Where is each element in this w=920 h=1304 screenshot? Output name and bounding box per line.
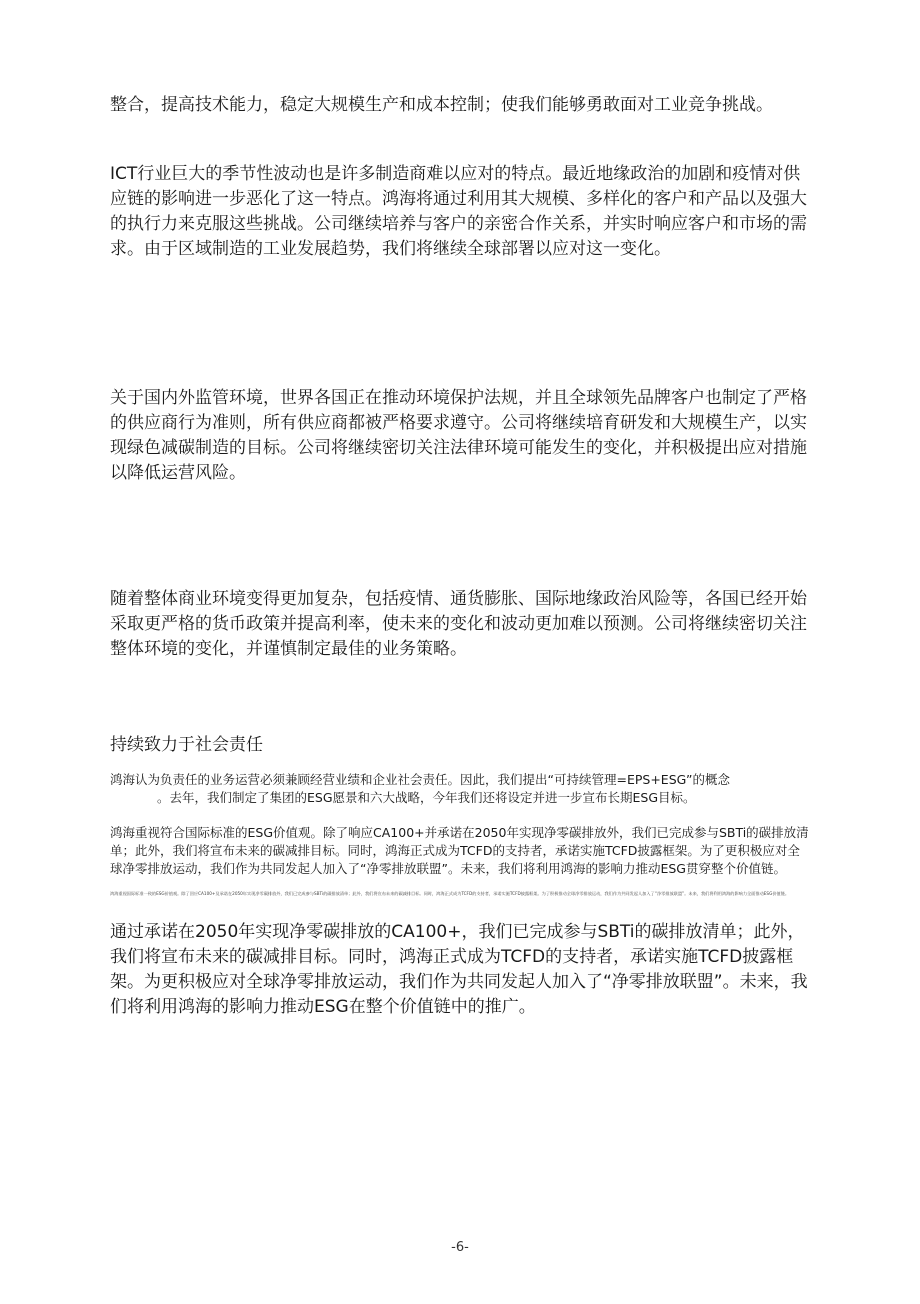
page-number: -6- (451, 1240, 469, 1255)
tiny-text-line: 鸿海重视国际标准一致的ESG价值观。除了回应CA100+及承诺在2050年实现净零碳排放外，我们已完成参与SBTi的碳排放清单；此外，我们将宣布未来的碳减排目标。同时，鸿海正式成为TCFD的支持者，承诺实施TCFD披露框架。为了积极推动全球净零排放运动，我们作为共同发起人加入了“净零排放联盟”。未来，我们将利用鸿海的影响力全面推动ESG价值链。 (110, 891, 790, 896)
paragraph-1: 整合，提高技术能力，稳定大规模生产和成本控制；使我们能够勇敢面对工业竞争挑战。 (110, 95, 773, 115)
small-paragraph-1-line-1: 鸿海认为负责任的业务运营必须兼顾经营业绩和企业社会责任。因此，我们提出“可持续管理=EPS+ESG”的概念 (110, 772, 731, 787)
small-paragraph-1 (110, 771, 810, 807)
paragraph-4: 随着整体商业环境变得更加复杂，包括疫情、通货膨胀、国际地缘政治风险等，各国已经开始采取更严格的货币政策并提高利率，使未来的变化和波动更加难以预测。公司将继续密切关注整体环境的变化，并谨慎制定最佳的业务策略。 (110, 589, 807, 659)
small-paragraph-2: 鸿海重视符合国际标准的ESG价值观。除了响应CA100+并承诺在2050年实现净零碳排放外，我们已完成参与SBTi的碳排放清单；此外，我们将宣布未来的碳减排目标。同时，鸿海正式成为TCFD的支持者，承诺实施TCFD披露框架。为了更积极应对全球净零排放运动，我们作为共同发起人加入了“净零排放联盟”。未来，我们将利用鸿海的影响力推动ESG贯穿整个价值链。 (110, 825, 809, 876)
small-paragraph-1-line-2: 。去年，我们制定了集团的ESG愿景和六大战略，今年我们还将设定并进一步宣布长期ESG目标。 (157, 790, 696, 805)
paragraph-3: 关于国内外监管环境，世界各国正在推动环境保护法规，并且全球领先品牌客户也制定了严格的供应商行为准则，所有供应商都被严格要求遵守。公司将继续培育研发和大规模生产，以实现绿色减碳制造的目标。公司将继续密切关注法律环境可能发生的变化，并积极提出应对措施以降低运营风险。 (110, 388, 807, 483)
section-heading: 持续致力于社会责任 (110, 735, 263, 755)
paragraph-5: 通过承诺在2050年实现净零碳排放的CA100+，我们已完成参与SBTi的碳排放清单；此外，我们将宣布未来的碳减排目标。同时，鸿海正式成为TCFD的支持者，承诺实施TCFD披露框架。为更积极应对全球净零排放运动，我们作为共同发起人加入了“净零排放联盟”。未来，我们将利用鸿海的影响力推动ESG在整个价值链中的推广。 (110, 922, 808, 1017)
paragraph-2: ICT行业巨大的季节性波动也是许多制造商难以应对的特点。最近地缘政治的加剧和疫情对供应链的影响进一步恶化了这一特点。鸿海将通过利用其大规模、多样化的客户和产品以及强大的执行力来克服这些挑战。公司继续培养与客户的亲密合作关系，并实时响应客户和市场的需求。由于区域制造的工业发展趋势，我们将继续全球部署以应对这一变化。 (110, 164, 807, 259)
